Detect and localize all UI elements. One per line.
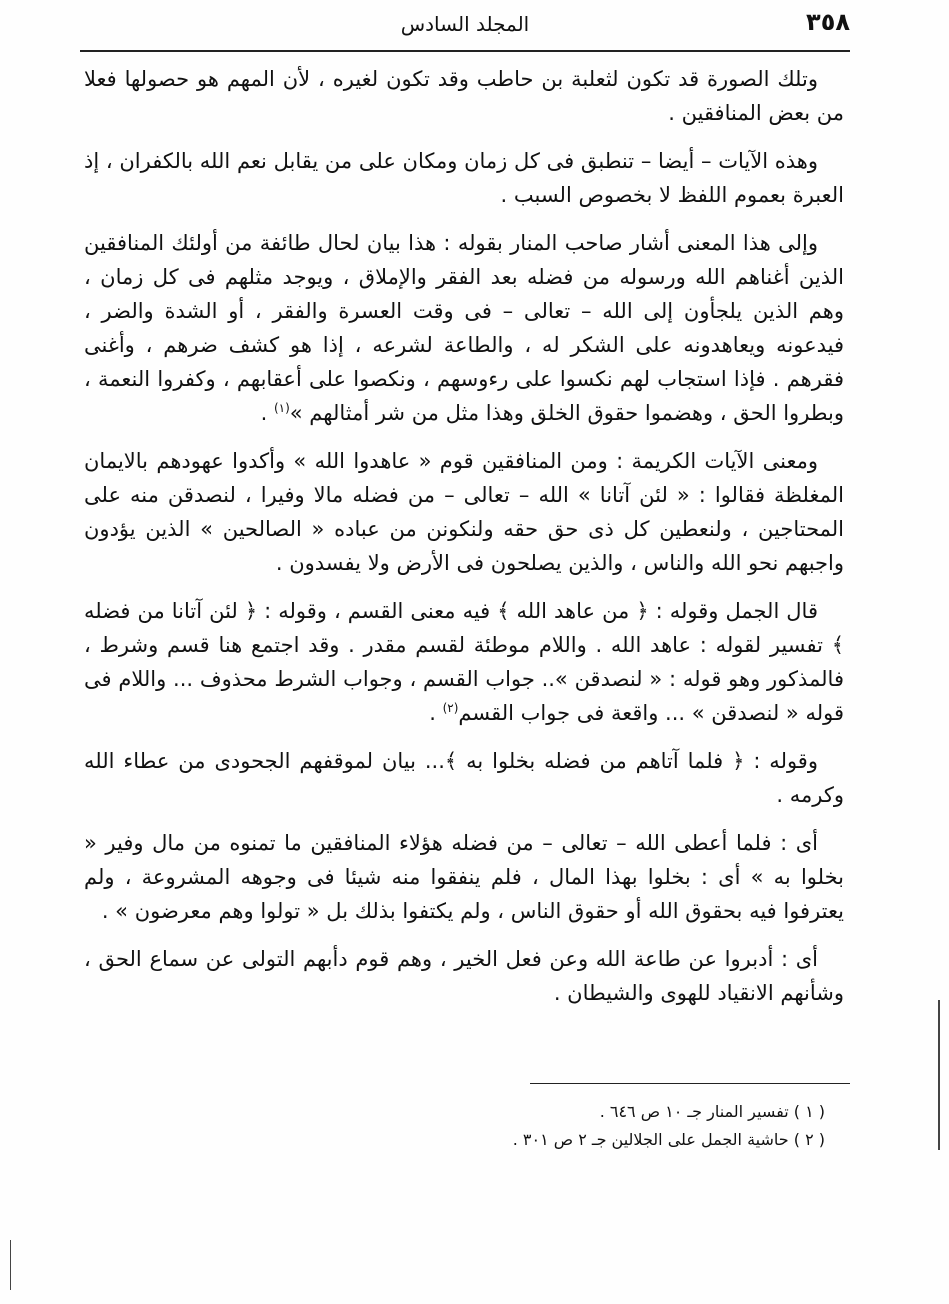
paragraph-2: وهذه الآيات – أيضا – تنطبق فى كل زمان ومكان على من يقابل نعم الله بالكفران ، إذ العبرة بعموم اللفظ لا بخصوص السبب . xyxy=(84,149,844,207)
paragraph-1: وتلك الصورة قد تكون لثعلبة بن حاطب وقد تكون لغيره ، لأن المهم هو حصولها فعلا من بعض المنافقين . xyxy=(84,67,844,125)
scan-edge-mark xyxy=(10,1240,11,1290)
paragraph-3-end: . xyxy=(260,401,274,425)
paragraph-7: أى : فلما أعطى الله – تعالى – من فضله هؤلاء المنافقين ما تمنوه من مال وفير « بخلوا به » أى : بخلوا بهذا المال ، فلم ينفقوا منه شيئا فى وجوهه المشروعة ، ولم يعترفوا فيه بحقوق الله أو حقوق الناس ، ولم يكتفوا بذلك بل « تولوا وهم معرضون » . xyxy=(84,831,844,923)
footnotes xyxy=(300,1098,825,1154)
footnote-2: ( ٢ ) حاشية الجمل على الجلالين جـ ٢ ص ٣٠١ . xyxy=(512,1130,825,1149)
paragraph-3-text: وإلى هذا المعنى أشار صاحب المنار بقوله : هذا بيان لحال طائفة من أولئك المنافقين الذين أغناهم الله ورسوله من فضله بعد الفقر والإملاق ، ويوجد مثلهم فى كل زمان ، وهم الذين يلجأون إلى الله – تعالى – فى وقت العسرة والفقر ، أو الشدة والضر ، فيدعونه ويعاهدونه على الشكر له ، والطاعة لشرعه ، إذا هو كشف ضرهم ، وأغنى فقرهم . فإذا استجاب لهم نكسوا على رءوسهم ، ونكصوا على أعقابهم ، وكفروا النعمة ، وبطروا الحق ، وهضموا حقوق الخلق وهذا مثل من شر أمثالهم » xyxy=(84,231,844,425)
footnote-ref-2: (٢) xyxy=(442,701,459,715)
paragraph-3 xyxy=(84,226,844,430)
paragraph-5-text: قال الجمل وقوله : ﴿ من عاهد الله ﴾ فيه معنى القسم ، وقوله : ﴿ لئن آتانا من فضله ﴾ تفسير لقوله : عاهد الله . واللام موطئة لقسم مقدر . وقد اجتمع هنا قسم وشرط ، فالمذكور وهو قوله : « لنصدقن ».. جواب القسم ، وجواب الشرط محذوف ... واللام فى قوله « لنصدقن » ... واقعة فى جواب القسم xyxy=(84,599,844,725)
paragraph-5 xyxy=(84,594,844,730)
paragraph-5-end: . xyxy=(429,701,443,725)
page-header xyxy=(80,8,850,44)
paragraph-4: ومعنى الآيات الكريمة : ومن المنافقين قوم « عاهدوا الله » وأكدوا عهودهم بالايمان المغلظة فقالوا : « لئن آتانا » الله – تعالى – من فضله مالا وفيرا ، لنصدقن منه على المحتاجين ، ولنعطين كل ذى حق حقه ولنكونن من عباده « الصالحين » الذين يؤدون واجبهم نحو الله والناس ، والذين يصلحون فى الأرض ولا يفسدون . xyxy=(84,449,844,575)
scan-edge-mark xyxy=(938,1000,940,1150)
paragraph-6: وقوله : ﴿ فلما آتاهم من فضله بخلوا به ﴾... بيان لموقفهم الجحودى من عطاء الله وكرمه . xyxy=(84,749,844,807)
running-title: المجلد السادس xyxy=(400,12,530,36)
main-text xyxy=(84,62,844,1024)
page-number: ٣٥٨ xyxy=(806,8,850,36)
paragraph-8: أى : أدبروا عن طاعة الله وعن فعل الخير ، وهم قوم دأبهم التولى عن سماع الحق ، وشأنهم الانقياد للهوى والشيطان . xyxy=(84,947,844,1005)
footnote-1: ( ١ ) تفسير المنار جـ ١٠ ص ٦٤٦ . xyxy=(599,1102,825,1121)
footnote-divider xyxy=(530,1083,850,1084)
footnote-ref-1: (١) xyxy=(273,401,290,415)
header-divider xyxy=(80,50,850,52)
